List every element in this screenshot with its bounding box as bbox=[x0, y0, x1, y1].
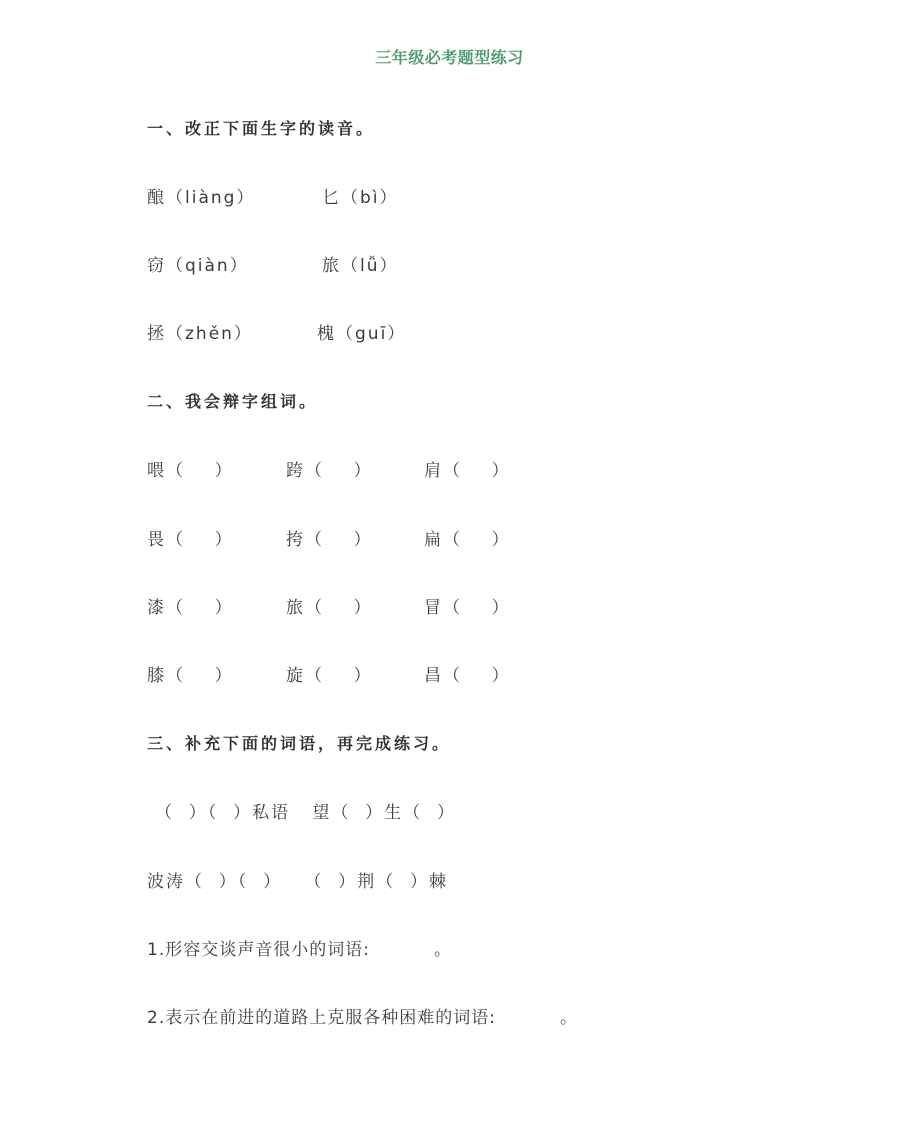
idiom-line-1: （ ）（ ）私语 望（ ）生（ ） bbox=[155, 803, 456, 823]
question-1: 1.形容交谈声音很小的词语: 。 bbox=[147, 940, 452, 960]
pinyin-item: 拯（zhěn） bbox=[147, 324, 253, 344]
word-item: 冒（ ） bbox=[424, 598, 511, 618]
pinyin-item: 槐（guī） bbox=[317, 324, 407, 344]
word-item: 扁（ ） bbox=[424, 530, 511, 550]
section3-heading: 三、补充下面的词语，再完成练习。 bbox=[147, 734, 452, 753]
pinyin-item: 匕（bì） bbox=[322, 188, 399, 208]
word-item: 漆（ ） bbox=[147, 598, 234, 618]
pinyin-item: 旅（lǚ） bbox=[322, 256, 399, 276]
word-item: 昌（ ） bbox=[424, 666, 511, 686]
word-item: 肩（ ） bbox=[424, 461, 511, 481]
word-item: 畏（ ） bbox=[147, 530, 234, 550]
pinyin-item: 酿（liàng） bbox=[147, 188, 256, 208]
word-item: 膝（ ） bbox=[147, 666, 234, 686]
word-item: 跨（ ） bbox=[286, 461, 373, 481]
word-item: 旅（ ） bbox=[286, 598, 373, 618]
word-item: 喂（ ） bbox=[147, 461, 234, 481]
question-2: 2.表示在前进的道路上克服各种困难的词语: 。 bbox=[147, 1008, 578, 1028]
section1-heading: 一、改正下面生字的读音。 bbox=[147, 119, 376, 138]
pinyin-item: 窃（qiàn） bbox=[147, 256, 249, 276]
word-item: 挎（ ） bbox=[286, 530, 373, 550]
page-title: 三年级必考题型练习 bbox=[375, 48, 524, 67]
word-item: 旋（ ） bbox=[286, 666, 373, 686]
section2-heading: 二、我会辩字组词。 bbox=[147, 392, 319, 411]
idiom-line-2: 波涛（ ）（ ） （ ）荆（ ）棘 bbox=[147, 872, 448, 892]
